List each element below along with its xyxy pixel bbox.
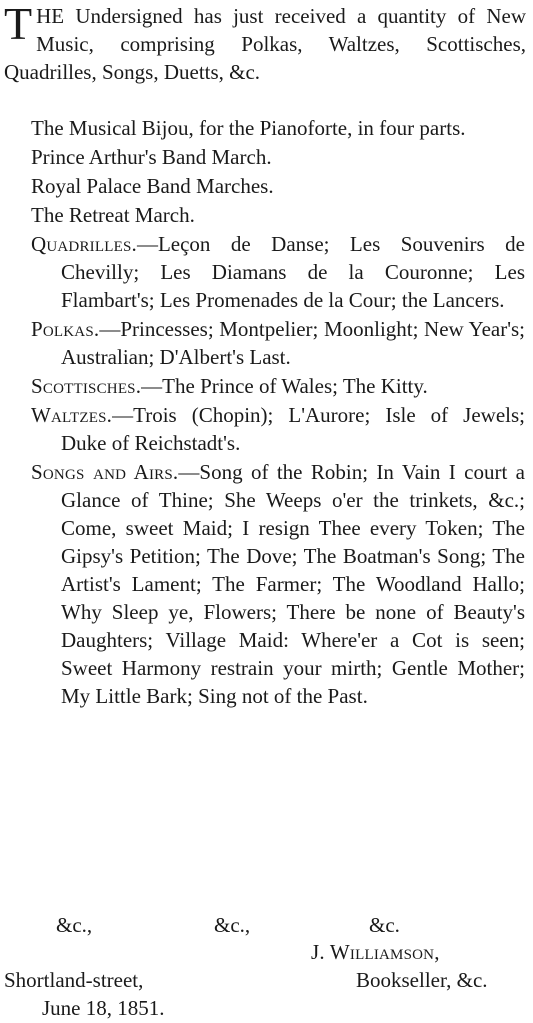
list-item-scottisches (31, 372, 525, 400)
signer-title: Bookseller, &c. (356, 968, 488, 992)
list-item (31, 143, 525, 171)
intro-text: HE Undersigned has just received a quantity of New Music, comprising Polkas, Waltzes, Scottisches, Quadrilles, Songs, Duetts, &c. (4, 4, 526, 84)
category-heading: Polkas. (31, 317, 100, 341)
item-text: —The Prince of Wales; The Kitty. (141, 374, 428, 398)
etc-mark: &c., (214, 913, 251, 937)
item-text: —Leçon de Danse; Les Souvenirs de Chevilly; Les Diamans de la Couronne; Les Flambart's; Les Promenades de la Cour; the Lancers. (61, 232, 525, 312)
date: June 18, 1851. (42, 996, 165, 1020)
item-text: —Trois (Chopin); L'Aurore; Isle of Jewels; Duke of Reichstadt's. (61, 403, 525, 455)
etc-mark: &c., (56, 913, 93, 937)
list-item (31, 114, 525, 142)
category-heading: Scottisches. (31, 374, 142, 398)
item-text: The Musical Bijou, for the Pianoforte, in four parts. (31, 116, 466, 140)
music-list (31, 114, 525, 711)
list-item (31, 172, 525, 200)
list-item-polkas (31, 315, 525, 371)
category-heading: Songs and Airs. (31, 460, 179, 484)
etc-row (56, 911, 516, 939)
item-text: The Retreat March. (31, 203, 195, 227)
address: Shortland-street, (4, 968, 144, 992)
item-text: Prince Arthur's Band March. (31, 145, 272, 169)
signature: J. Williamson, (311, 940, 440, 964)
item-text: Royal Palace Band Marches. (31, 174, 274, 198)
category-heading: Waltzes. (31, 403, 113, 427)
list-item-songs-and-airs (31, 458, 525, 710)
etc-mark: &c. (369, 913, 400, 937)
category-heading: Quadrilles. (31, 232, 137, 256)
list-item-quadrilles (31, 230, 525, 314)
list-item (31, 201, 525, 229)
list-item-waltzes (31, 401, 525, 457)
intro-paragraph (4, 2, 526, 86)
item-text: —Princesses; Montpelier; Moonlight; New Year's; Australian; D'Albert's Last. (61, 317, 525, 369)
item-text: —Song of the Robin; In Vain I court a Glance of Thine; She Weeps o'er the trinkets, &c.; Come, sweet Maid; I resign Thee every Token; The Gipsy's Petition; The Dove; The Boatman's Song; The Artist's Lament; The Farmer; The Woodland Hallo; Why Sleep ye, Flowers; There be none of Beauty's Daughters; Village Maid: Where'er a Cot is seen; Sweet Harmony restrain your mirth; Gentle Mother; My Little Bark; Sing not of the Past. (61, 460, 526, 708)
drop-cap: T (4, 0, 33, 49)
